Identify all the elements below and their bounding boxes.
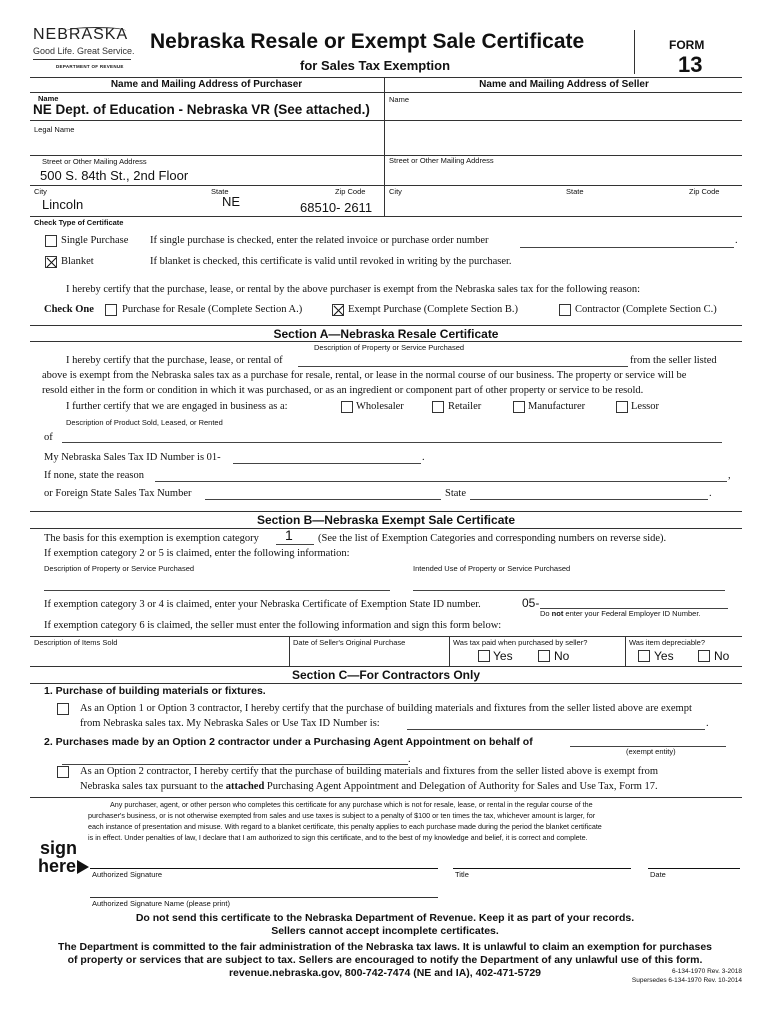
purchaser-name-field[interactable]: NE Dept. of Education - Nebraska VR (See attached.) — [33, 102, 370, 117]
logo-dept: DEPARTMENT OF REVENUE — [56, 64, 124, 69]
supersedes-number: Supersedes 6-134-1970 Rev. 10-2014 — [631, 977, 742, 984]
seller-heading: Name and Mailing Address of Seller — [479, 79, 649, 90]
seller-city-label: City — [389, 187, 402, 196]
agency-logo — [30, 24, 134, 74]
of-label: of — [44, 432, 53, 443]
retailer-label: Retailer — [448, 401, 482, 412]
revision-number: 6-134-1970 Rev. 3-2018 — [672, 968, 742, 975]
purchaser-street-label: Street or Other Mailing Address — [42, 157, 147, 166]
depreciable-yes-label: Yes — [654, 649, 674, 663]
manufacturer-label: Manufacturer — [528, 401, 586, 412]
exempt-entity-continuation-field[interactable] — [62, 764, 408, 765]
none-reason-label: If none, state the reason — [44, 470, 145, 481]
intended-use-field[interactable] — [413, 590, 725, 591]
resale-checkbox[interactable] — [105, 304, 117, 316]
footer-line-5: revenue.nebraska.gov, 800-742-7474 (NE and IA), 402-471-5729 — [228, 967, 542, 979]
logo-divider — [33, 59, 131, 60]
option1-3-id-label: from Nebraska sales tax. My Nebraska Sales or Use Tax ID Number is: — [80, 718, 380, 729]
authorized-name-line[interactable] — [90, 897, 438, 898]
seller-name-label: Name — [389, 95, 410, 104]
foreign-tax-label: or Foreign State Sales Tax Number — [44, 488, 192, 499]
penalty-line-4: is in effect. Under penalties of law, I declare that I am authorized to sign this certificate, and to the best of my knowledge and belief, it is correct and complete. — [88, 833, 588, 842]
here-label: here — [38, 856, 77, 876]
cat6-label: If exemption category 6 is claimed, the seller must enter the following information and sign this form below: — [44, 620, 502, 631]
original-purchase-date-label: Date of Seller's Original Purchase — [293, 638, 406, 647]
tax-paid-yes-checkbox[interactable] — [478, 650, 490, 662]
depreciable-no-checkbox[interactable] — [698, 650, 710, 662]
single-purchase-text: If single purchase is checked, enter the related invoice or purchase order number — [150, 235, 489, 246]
date-line[interactable] — [648, 868, 740, 869]
section-a-desc-label: Description of Property or Service Purchased — [314, 343, 465, 352]
single-purchase-label: Single Purchase — [61, 235, 129, 246]
depreciable-label: Was item depreciable? — [629, 638, 706, 647]
footer-line-3: The Department is committed to the fair administration of the Nebraska tax laws. It is unlawful to claim an exemption for purchases — [57, 941, 713, 953]
section-b-title: Section B—Nebraska Exempt Sale Certificate — [256, 513, 516, 527]
blanket-label: Blanket — [61, 256, 94, 267]
entity-end: . — [408, 754, 411, 765]
basis-note: (See the list of Exemption Categories and corresponding numbers on reverse side). — [318, 533, 667, 544]
section-c-heading-1: 1. Purchase of building materials or fixtures. — [44, 685, 266, 697]
exempt-purchase-checkbox[interactable] — [332, 304, 344, 316]
form-subtitle: for Sales Tax Exemption — [300, 58, 451, 73]
single-end: . — [735, 235, 738, 246]
single-purchase-checkbox[interactable] — [45, 235, 57, 247]
b-desc-field[interactable] — [44, 590, 390, 591]
certify-text: I hereby certify that the purchase, lease, or rental by the above purchaser is exempt from the Nebraska sales tax for the following reason: — [66, 284, 641, 295]
purchaser-state-label: State — [211, 187, 229, 196]
blanket-text: If blanket is checked, this certificate is valid until revoked in writing by the purchaser. — [150, 256, 512, 267]
depreciable-no-label: No — [714, 649, 730, 663]
form-number: 13 — [678, 52, 703, 77]
tax-id-end: . — [422, 452, 425, 463]
cert-type-heading: Check Type of Certificate — [34, 218, 124, 227]
footer-line-2: Sellers cannot accept incomplete certificates. — [271, 925, 499, 937]
tax-paid-label: Was tax paid when purchased by seller? — [453, 638, 588, 647]
option1-3-text: As an Option 1 or Option 3 contractor, I hereby certify that the purchase of building materials and fixtures from the seller listed above are exempt — [80, 703, 692, 714]
footer-line-4: of property or services that are subject to tax. Sellers are encouraged to notify the Department of any unlawful use of this form. — [67, 954, 703, 966]
items-sold-label: Description of Items Sold — [34, 638, 118, 647]
exemption-category-value: 1 — [285, 527, 293, 543]
manufacturer-checkbox[interactable] — [513, 401, 525, 413]
foreign-end: . — [709, 488, 712, 499]
section-a-line1-end: from the seller listed — [630, 355, 717, 366]
cat25-label: If exemption category 2 or 5 is claimed, enter the following information: — [44, 548, 350, 559]
resale-option-label: Purchase for Resale (Complete Section A.) — [122, 304, 303, 315]
resale-property-field[interactable] — [298, 366, 628, 367]
authorized-signature-label: Authorized Signature — [92, 870, 163, 879]
contractor-tax-id-field[interactable] — [407, 729, 705, 730]
authorized-name-label: Authorized Signature Name (please print) — [92, 899, 230, 908]
penalty-line-3: each instance of presentation and misuse. With regard to a blanket certificate, this penalty applies to each purchase made during the period the blanket certificate — [88, 822, 602, 831]
seller-state-label: State — [566, 187, 584, 196]
none-end: , — [728, 470, 731, 481]
sign-here-arrow — [77, 860, 89, 874]
title-divider — [634, 30, 635, 74]
exempt-option-label: Exempt Purchase (Complete Section B.) — [348, 304, 519, 315]
depreciable-yes-checkbox[interactable] — [638, 650, 650, 662]
basis-label: The basis for this exemption is exemption category — [44, 533, 259, 544]
penalty-line-1: Any purchaser, agent, or other person who completes this certificate for any purchase which is not for resale, lease, or rental in the regular course of the — [110, 800, 593, 809]
title-line[interactable] — [453, 868, 631, 869]
title-label: Title — [455, 870, 469, 879]
product-label: Description of Product Sold, Leased, or Rented — [66, 418, 223, 427]
form-title: Nebraska Resale or Exempt Sale Certificate — [150, 30, 585, 53]
engaged-text: I further certify that we are engaged in business as a: — [66, 401, 288, 412]
cat34-label: If exemption category 3 or 4 is claimed, enter your Nebraska Certificate of Exemption State ID number. — [44, 599, 481, 610]
exemption-category-field[interactable] — [276, 544, 314, 545]
fein-note: Do not enter your Federal Employer ID Number. — [540, 609, 701, 618]
lessor-label: Lessor — [631, 401, 659, 412]
invoice-number-field[interactable] — [520, 247, 734, 248]
tax-paid-yes-label: Yes — [493, 649, 513, 663]
purchaser-legal-label: Legal Name — [34, 125, 75, 134]
authorized-signature-line[interactable] — [90, 868, 438, 869]
penalty-line-2: purchaser's business, or is not otherwise exempted from sales and use taxes is subject to a penalty of $100 or ten times the tax, whichever amount is larger, for — [88, 811, 596, 820]
check-one-label: Check One — [44, 304, 94, 315]
exempt-entity-label: (exempt entity) — [626, 747, 676, 756]
tax-paid-no-label: No — [554, 649, 570, 663]
sign-label: sign — [40, 838, 78, 858]
option2-checkbox[interactable] — [57, 766, 69, 778]
purchaser-zip-field[interactable]: 68510- 2611 — [300, 200, 373, 215]
section-a-line1: I hereby certify that the purchase, lease, or rental of — [66, 355, 283, 366]
section-c-title: Section C—For Contractors Only — [291, 668, 481, 682]
seller-street-label: Street or Other Mailing Address — [389, 156, 494, 165]
form-label: FORM — [669, 38, 705, 52]
b-desc-label: Description of Property or Service Purchased — [44, 564, 195, 573]
contractor-checkbox[interactable] — [559, 304, 571, 316]
foreign-state-field[interactable] — [470, 499, 708, 500]
seller-zip-label: Zip Code — [689, 187, 720, 196]
section-a-title: Section A—Nebraska Resale Certificate — [273, 327, 499, 341]
tax-paid-no-checkbox[interactable] — [538, 650, 550, 662]
logo-swoosh — [66, 27, 126, 35]
footer-line-1: Do not send this certificate to the Nebraska Department of Revenue. Keep it as part of your records. — [135, 912, 635, 924]
logo-tagline: Good Life. Great Service. — [33, 46, 135, 56]
option2-text-2: Nebraska sales tax pursuant to the attached Purchasing Agent Appointment and Delegation of Authority for Sales and Use Tax, Form 17. — [80, 781, 658, 792]
foreign-state-label: State — [445, 488, 466, 499]
purchaser-street-field[interactable]: 500 S. 84th St., 2nd Floor — [40, 168, 189, 183]
contractor-option-label: Contractor (Complete Section C.) — [575, 304, 717, 315]
tax-id-field[interactable] — [233, 463, 421, 464]
cat34-prefix: 05- — [522, 596, 540, 610]
wholesaler-label: Wholesaler — [356, 401, 404, 412]
date-label: Date — [650, 870, 666, 879]
option1-3-end: . — [706, 718, 709, 729]
section-a-line2: above is exempt from the Nebraska sales tax as a purchase for resale, rental, or lease in the normal course of our business. The property or service will be — [42, 370, 687, 381]
purchaser-heading: Name and Mailing Address of Purchaser — [110, 79, 303, 90]
logo-name: NEBRASKA — [33, 26, 129, 43]
section-c-heading-2: 2. Purchases made by an Option 2 contractor under a Purchasing Agent Appointment on behalf of — [44, 736, 533, 748]
purchaser-name-label: Name — [38, 94, 59, 103]
option1-3-checkbox[interactable] — [57, 703, 69, 715]
section-a-line3: resold either in the form or condition in which it was purchased, or as an ingredient or component part of other property or service to be resold. — [42, 385, 644, 396]
wholesaler-checkbox[interactable] — [341, 401, 353, 413]
purchaser-city-label: City — [34, 187, 47, 196]
product-field[interactable] — [62, 442, 722, 443]
purchaser-city-field[interactable]: Lincoln — [42, 197, 84, 212]
tax-id-label: My Nebraska Sales Tax ID Number is 01- — [44, 452, 221, 463]
none-reason-field[interactable] — [155, 481, 727, 482]
purchaser-zip-label: Zip Code — [335, 187, 366, 196]
purchaser-state-field[interactable]: NE — [222, 194, 241, 209]
foreign-tax-field[interactable] — [205, 499, 441, 500]
blanket-checkbox[interactable] — [45, 256, 57, 268]
lessor-checkbox[interactable] — [616, 401, 628, 413]
retailer-checkbox[interactable] — [432, 401, 444, 413]
intended-use-label: Intended Use of Property or Service Purchased — [413, 564, 571, 573]
option2-text: As an Option 2 contractor, I hereby certify that the purchase of building materials and fixtures from the seller listed above is exempt from — [80, 766, 659, 777]
